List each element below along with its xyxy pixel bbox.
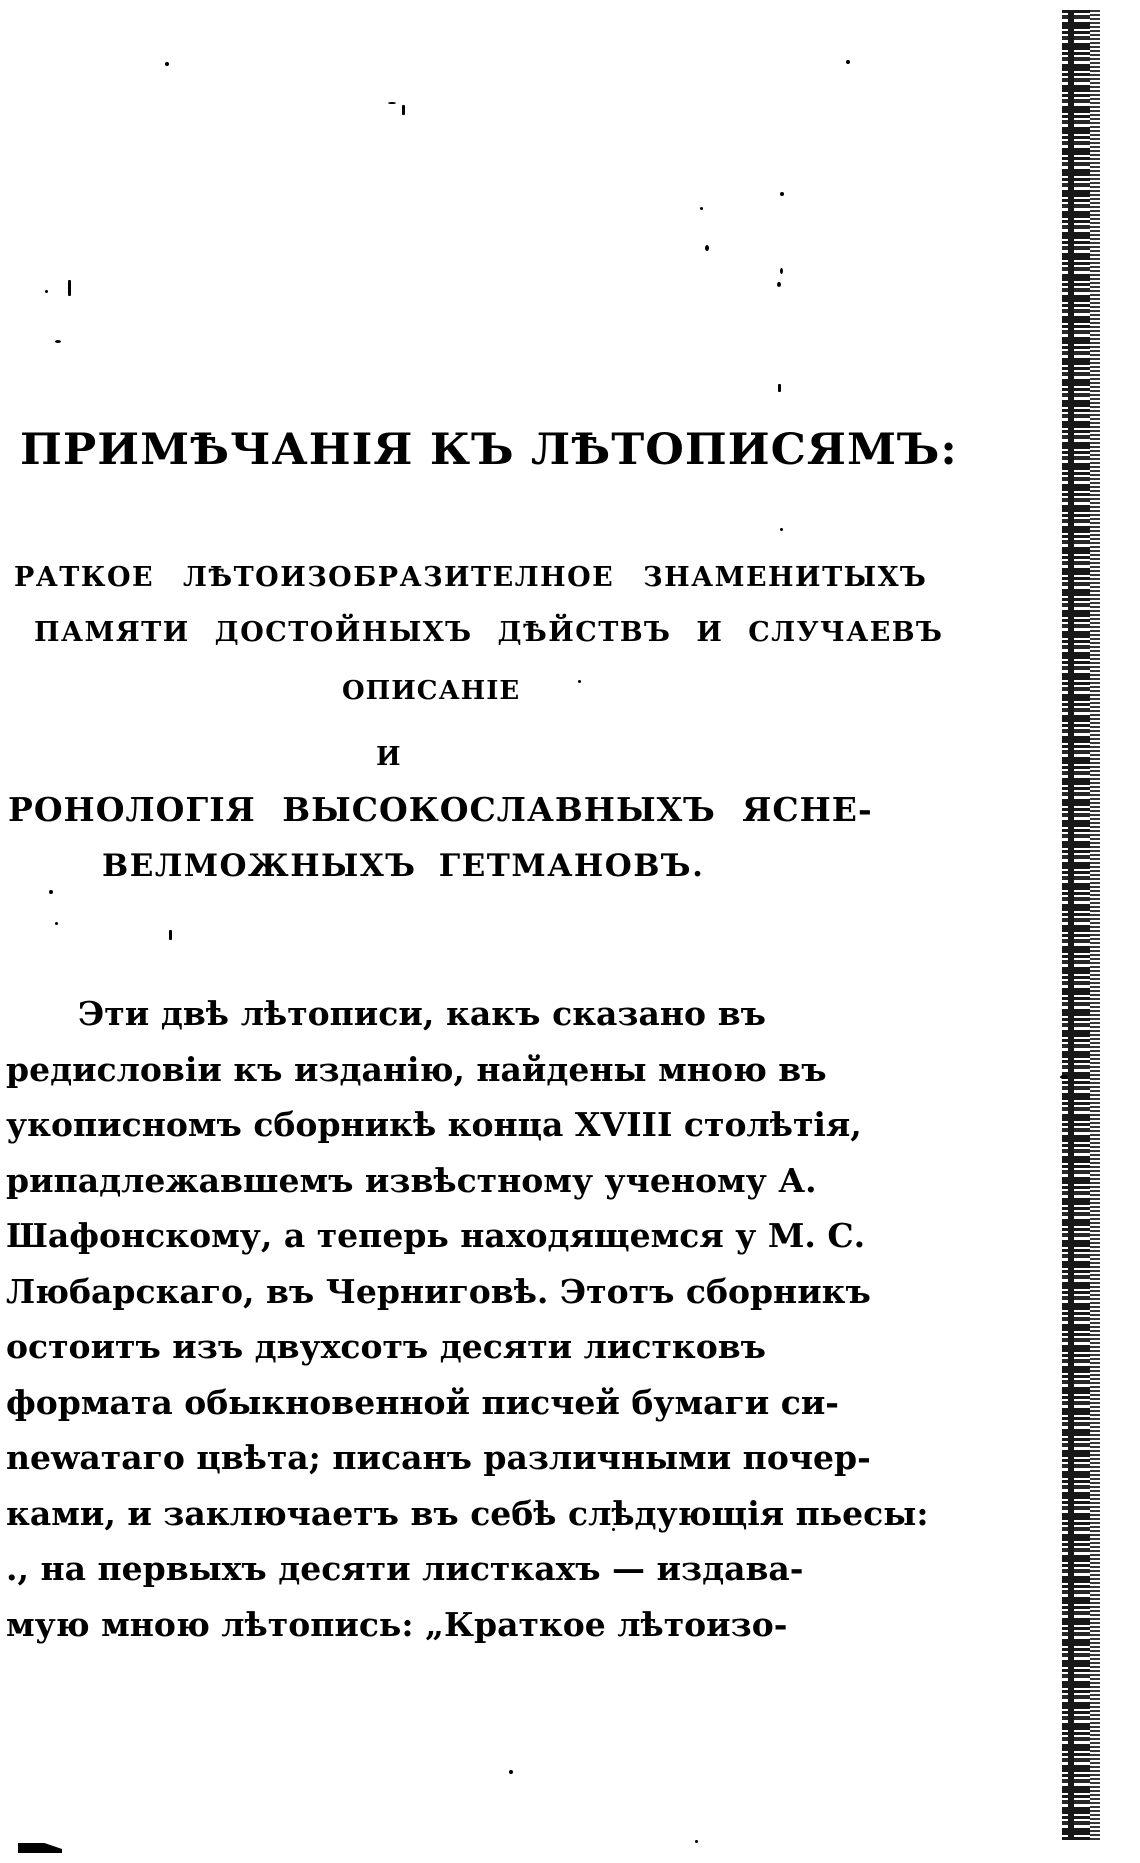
body-line: рипадлежавшемъ извѣстному ученому А. bbox=[6, 1160, 817, 1200]
body-line: ками, и заключаетъ въ себѣ слѣдующія пьесы: bbox=[6, 1493, 929, 1533]
scan-speck bbox=[777, 282, 781, 287]
body-line: Любарскаго, въ Черниговѣ. Этотъ сборникъ bbox=[6, 1271, 871, 1311]
subtitle-line: ОПИСАНІЕ bbox=[342, 676, 521, 706]
body-line: редисловіи къ изданію, найдены мною въ bbox=[6, 1049, 827, 1089]
body-line: остоитъ изъ двухсотъ десяти листковъ bbox=[6, 1327, 766, 1366]
scan-speck bbox=[388, 102, 396, 104]
scan-speck bbox=[45, 290, 48, 293]
body-line: Шафонскому, а теперь находящемся у М. С. bbox=[6, 1216, 866, 1255]
subtitle-line: РАТКОЕ ЛѢТОИЗОБРАЗИТЕЛНОЕ ЗНАМЕНИТЫХЪ bbox=[14, 562, 928, 593]
subtitle-line: РОНОЛОГІЯ ВЫСОКОСЛАВНЫХЪ ЯСНЕ- bbox=[8, 790, 873, 829]
scan-speck bbox=[55, 922, 58, 925]
body-paragraph bbox=[6, 986, 929, 1652]
scan-speck bbox=[778, 384, 781, 392]
scan-speck bbox=[780, 528, 783, 531]
scan-speck bbox=[780, 268, 783, 274]
body-line: формата обыкновенной писчей бумаги си- bbox=[6, 1382, 839, 1422]
scan-speck bbox=[402, 105, 405, 115]
binding-edge-shadow bbox=[1062, 10, 1100, 1840]
scan-speck bbox=[509, 1770, 513, 1774]
scan-speck bbox=[578, 680, 581, 683]
scan-speck bbox=[49, 890, 53, 894]
scan-speck bbox=[780, 192, 784, 196]
body-line: Эти двѣ лѣтописи, какъ сказано въ bbox=[78, 994, 766, 1033]
scan-speck bbox=[705, 245, 709, 251]
subtitle-line: ВЕЛМОЖНЫХЪ ГЕТМАНОВЪ. bbox=[102, 848, 705, 884]
scan-speck bbox=[1060, 1075, 1068, 1079]
body-line: укописномъ сборникѣ конца XVIII столѣтія, bbox=[6, 1105, 862, 1144]
subtitle-line: И bbox=[376, 742, 401, 772]
page-title: ПРИМѢЧАНІЯ КЪ ЛѢТОПИСЯМЪ: bbox=[20, 425, 958, 475]
scan-speck bbox=[169, 930, 172, 940]
body-line: ., на первыхъ десяти листкахъ — издава- bbox=[6, 1549, 804, 1588]
scan-speck bbox=[55, 340, 61, 343]
scan-artifact-mark bbox=[18, 1843, 62, 1853]
body-line: newатаго цвѣта; писанъ различными почер- bbox=[6, 1438, 871, 1477]
scan-speck bbox=[68, 280, 71, 296]
scan-speck bbox=[165, 62, 169, 66]
scan-speck bbox=[700, 207, 703, 210]
subtitle-line: ПАМЯТИ ДОСТОЙНЫХЪ ДѢЙСТВЪ И СЛУЧАЕВЪ bbox=[34, 617, 944, 648]
scan-speck bbox=[846, 60, 850, 64]
body-line: мую мною лѣтопись: „Краткое лѣтоизо- bbox=[6, 1604, 788, 1644]
scan-speck bbox=[695, 1840, 698, 1843]
